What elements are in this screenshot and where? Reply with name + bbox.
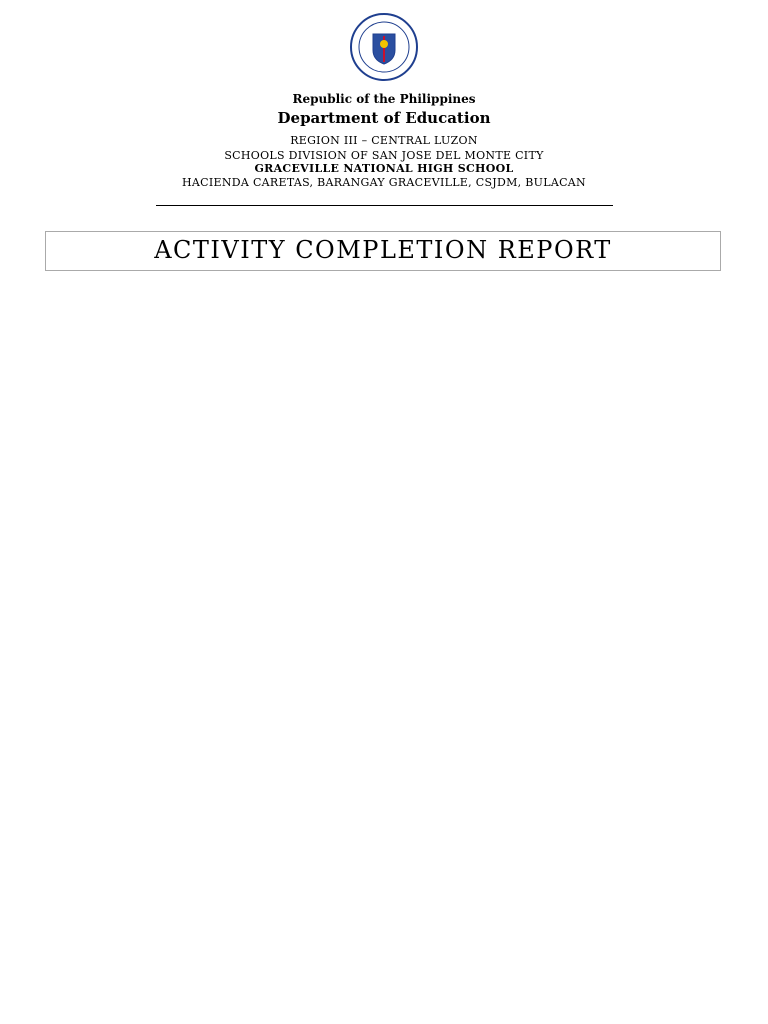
report-title: ACTIVITY COMPLETION REPORT — [154, 236, 612, 264]
header-divider — [156, 205, 613, 206]
report-header — [0, 0, 768, 300]
school-address-line: HACIENDA CARETAS, BARANGAY GRACEVILLE, CSJDM, BULACAN — [182, 176, 586, 189]
report-title-box — [45, 231, 721, 271]
department-line: Department of Education — [277, 109, 491, 127]
deped-seal-icon — [349, 12, 419, 82]
division-line: SCHOOLS DIVISION OF SAN JOSE DEL MONTE CITY — [224, 149, 544, 162]
region-line: REGION III – CENTRAL LUZON — [290, 134, 478, 147]
school-name-line: GRACEVILLE NATIONAL HIGH SCHOOL — [254, 162, 514, 175]
republic-line: Republic of the Philippines — [292, 92, 476, 106]
